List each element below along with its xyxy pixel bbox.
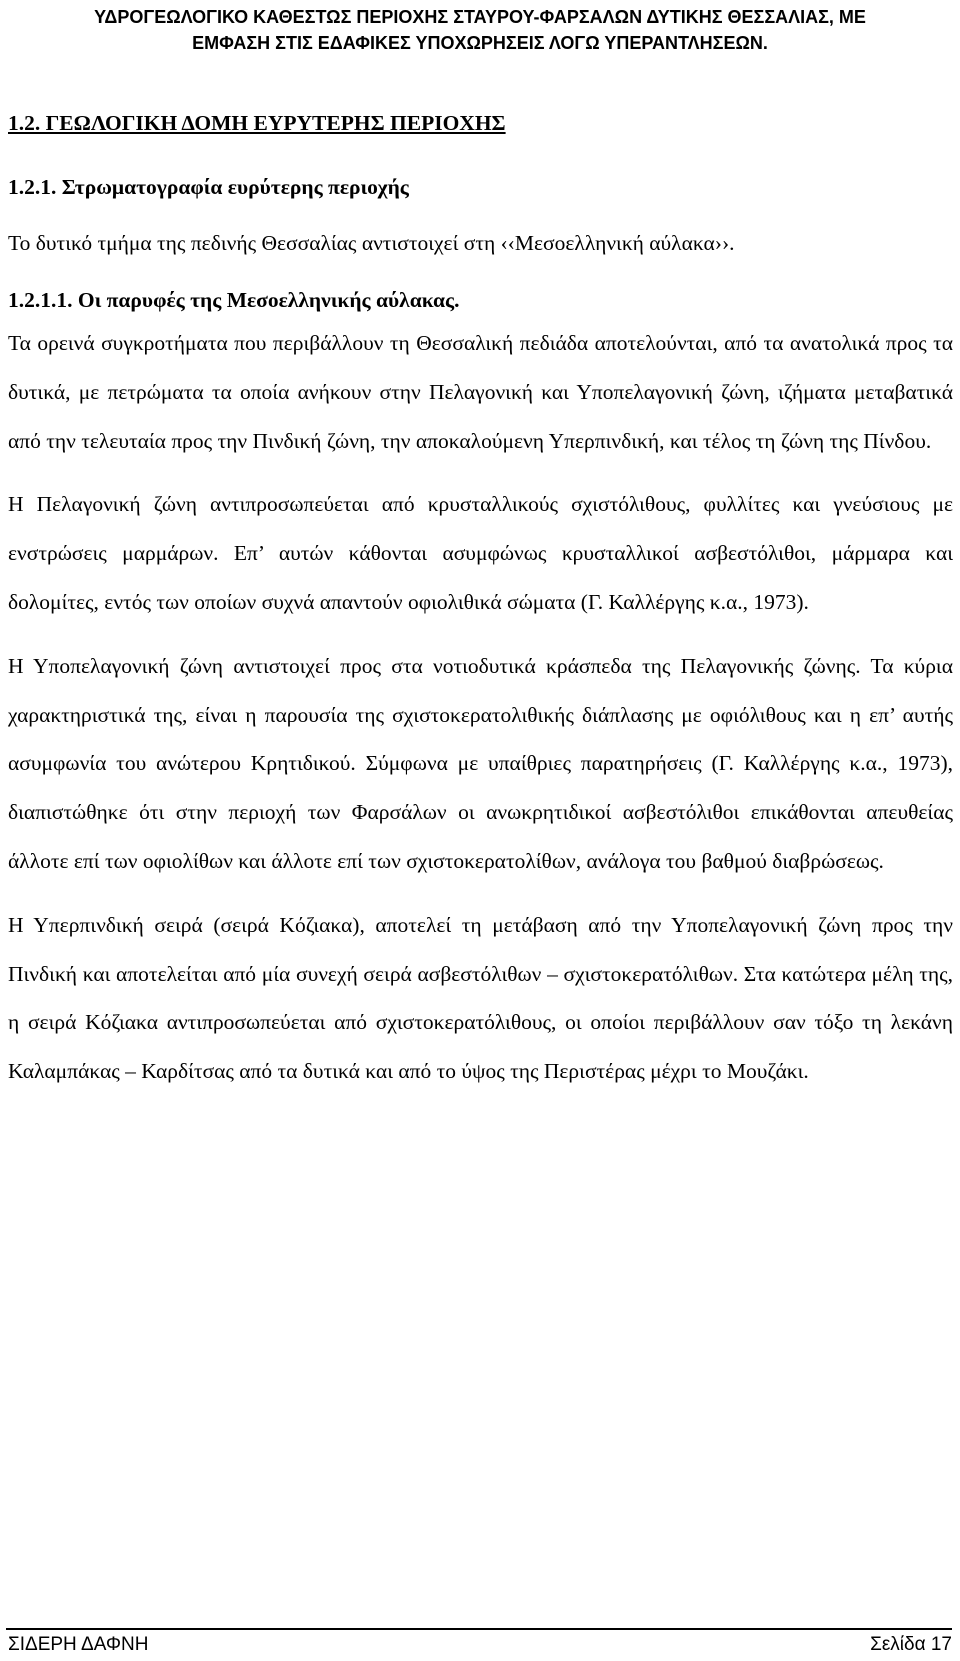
header-line-1: ΥΔΡΟΓΕΩΛΟΓΙΚΟ ΚΑΘΕΣΤΩΣ ΠΕΡΙΟΧΗΣ ΣΤΑΥΡΟΥ-ΦΑΡΣΑΛΩΝ ΔΥΤΙΚΗΣ ΘΕΣΣΑΛΙΑΣ, ΜΕ [94, 7, 866, 27]
document-body [8, 108, 953, 1096]
paragraph-1: Τα ορεινά συγκροτήματα που περιβάλλουν τη Θεσσαλική πεδιάδα αποτελούνται, από τα ανατολικά προς τα δυτικά, με πετρώματα τα οποία ανήκουν στην Πελαγονική και Υποπελαγονική ζώνη, ιζήματα μεταβατικά από την τελευταία προς την Πινδική ζώνη, την αποκαλούμενη Υπερπινδική, και τέλος τη ζώνη της Πίνδου. [8, 331, 953, 453]
subsection-heading: 1.2.1. Στρωματογραφία ευρύτερης περιοχής [8, 175, 409, 199]
paragraph-3: Η Υποπελαγονική ζώνη αντιστοιχεί προς στα νοτιοδυτικά κράσπεδα της Πελαγονικής ζώνης. Τα κύρια χαρακτηριστικά της, είναι η παρουσία της σχιστοκερατολιθικής διάπλασης με οφιόλιθους και η επ’ αυτής ασυμφωνία του ανώτερου Κρητιδικού. Σύμφωνα με υπαίθριες παρατηρήσεις (Γ. Καλλέργης κ.α., 1973), διαπιστώθηκε ότι στην περιοχή των Φαρσάλων οι ανωκρητιδικοί ασβεστόλιθοι επικάθονται απευθείας άλλοτε επί των οφιολίθων και άλλοτε επί των σχιστοκερατολίθων, ανάλογα του βαθμού διαβρώσεως. [8, 653, 953, 873]
paragraph-4: Η Υπερπινδική σειρά (σειρά Κόζιακα), αποτελεί τη μετάβαση από την Υποπελαγονική ζώνη προς την Πινδική και αποτελείται από μία συνεχή σειρά ασβεστόλιθων – σχιστοκερατόλιθων. Στα κατώτερα μέλη της, η σειρά Κόζιακα αντιπροσωπεύεται από σχιστοκερατόλιθους, οι οποίοι περιβάλλουν σαν τόξο τη λεκάνη Καλαμπάκας – Καρδίτσας από τα δυτικά και από το ύψος της Περιστέρας μέχρι το Μουζάκι. [8, 912, 953, 1084]
paragraph-2: Η Πελαγονική ζώνη αντιπροσωπεύεται από κρυσταλλικούς σχιστόλιθους, φυλλίτες και γνεύσιους με ενστρώσεις μαρμάρων. Επ’ αυτών κάθονται ασυμφώνως κρυσταλλικοί ασβεστόλιθοι, μάρμαρα και δολομίτες, εντός των οποίων συχνά απαντούν οφιολιθικά σώματα (Γ. Καλλέργης κ.α., 1973). [8, 492, 953, 614]
subsubsection-heading: 1.2.1.1. Οι παρυφές της Μεσοελληνικής αύλακας. [8, 288, 460, 312]
intro-sentence: Το δυτικό τμήμα της πεδινής Θεσσαλίας αντιστοιχεί στη ‹‹Μεσοελληνική αύλακα››. [8, 231, 735, 255]
footer-divider [6, 1628, 952, 1630]
running-footer [8, 1633, 952, 1657]
section-heading: 1.2. ΓΕΩΛΟΓΙΚΗ ΔΟΜΗ ΕΥΡΥΤΕΡΗΣ ΠΕΡΙΟΧΗΣ [8, 111, 506, 135]
footer-author: ΣΙΔΕΡΗ ΔΑΦΝΗ [8, 1634, 149, 1655]
header-line-2: ΕΜΦΑΣΗ ΣΤΙΣ ΕΔΑΦΙΚΕΣ ΥΠΟΧΩΡΗΣΕΙΣ ΛΟΓΩ ΥΠΕΡΑΝΤΛΗΣΕΩΝ. [192, 33, 768, 53]
page-number: Σελίδα 17 [870, 1634, 952, 1655]
running-header [0, 0, 960, 56]
